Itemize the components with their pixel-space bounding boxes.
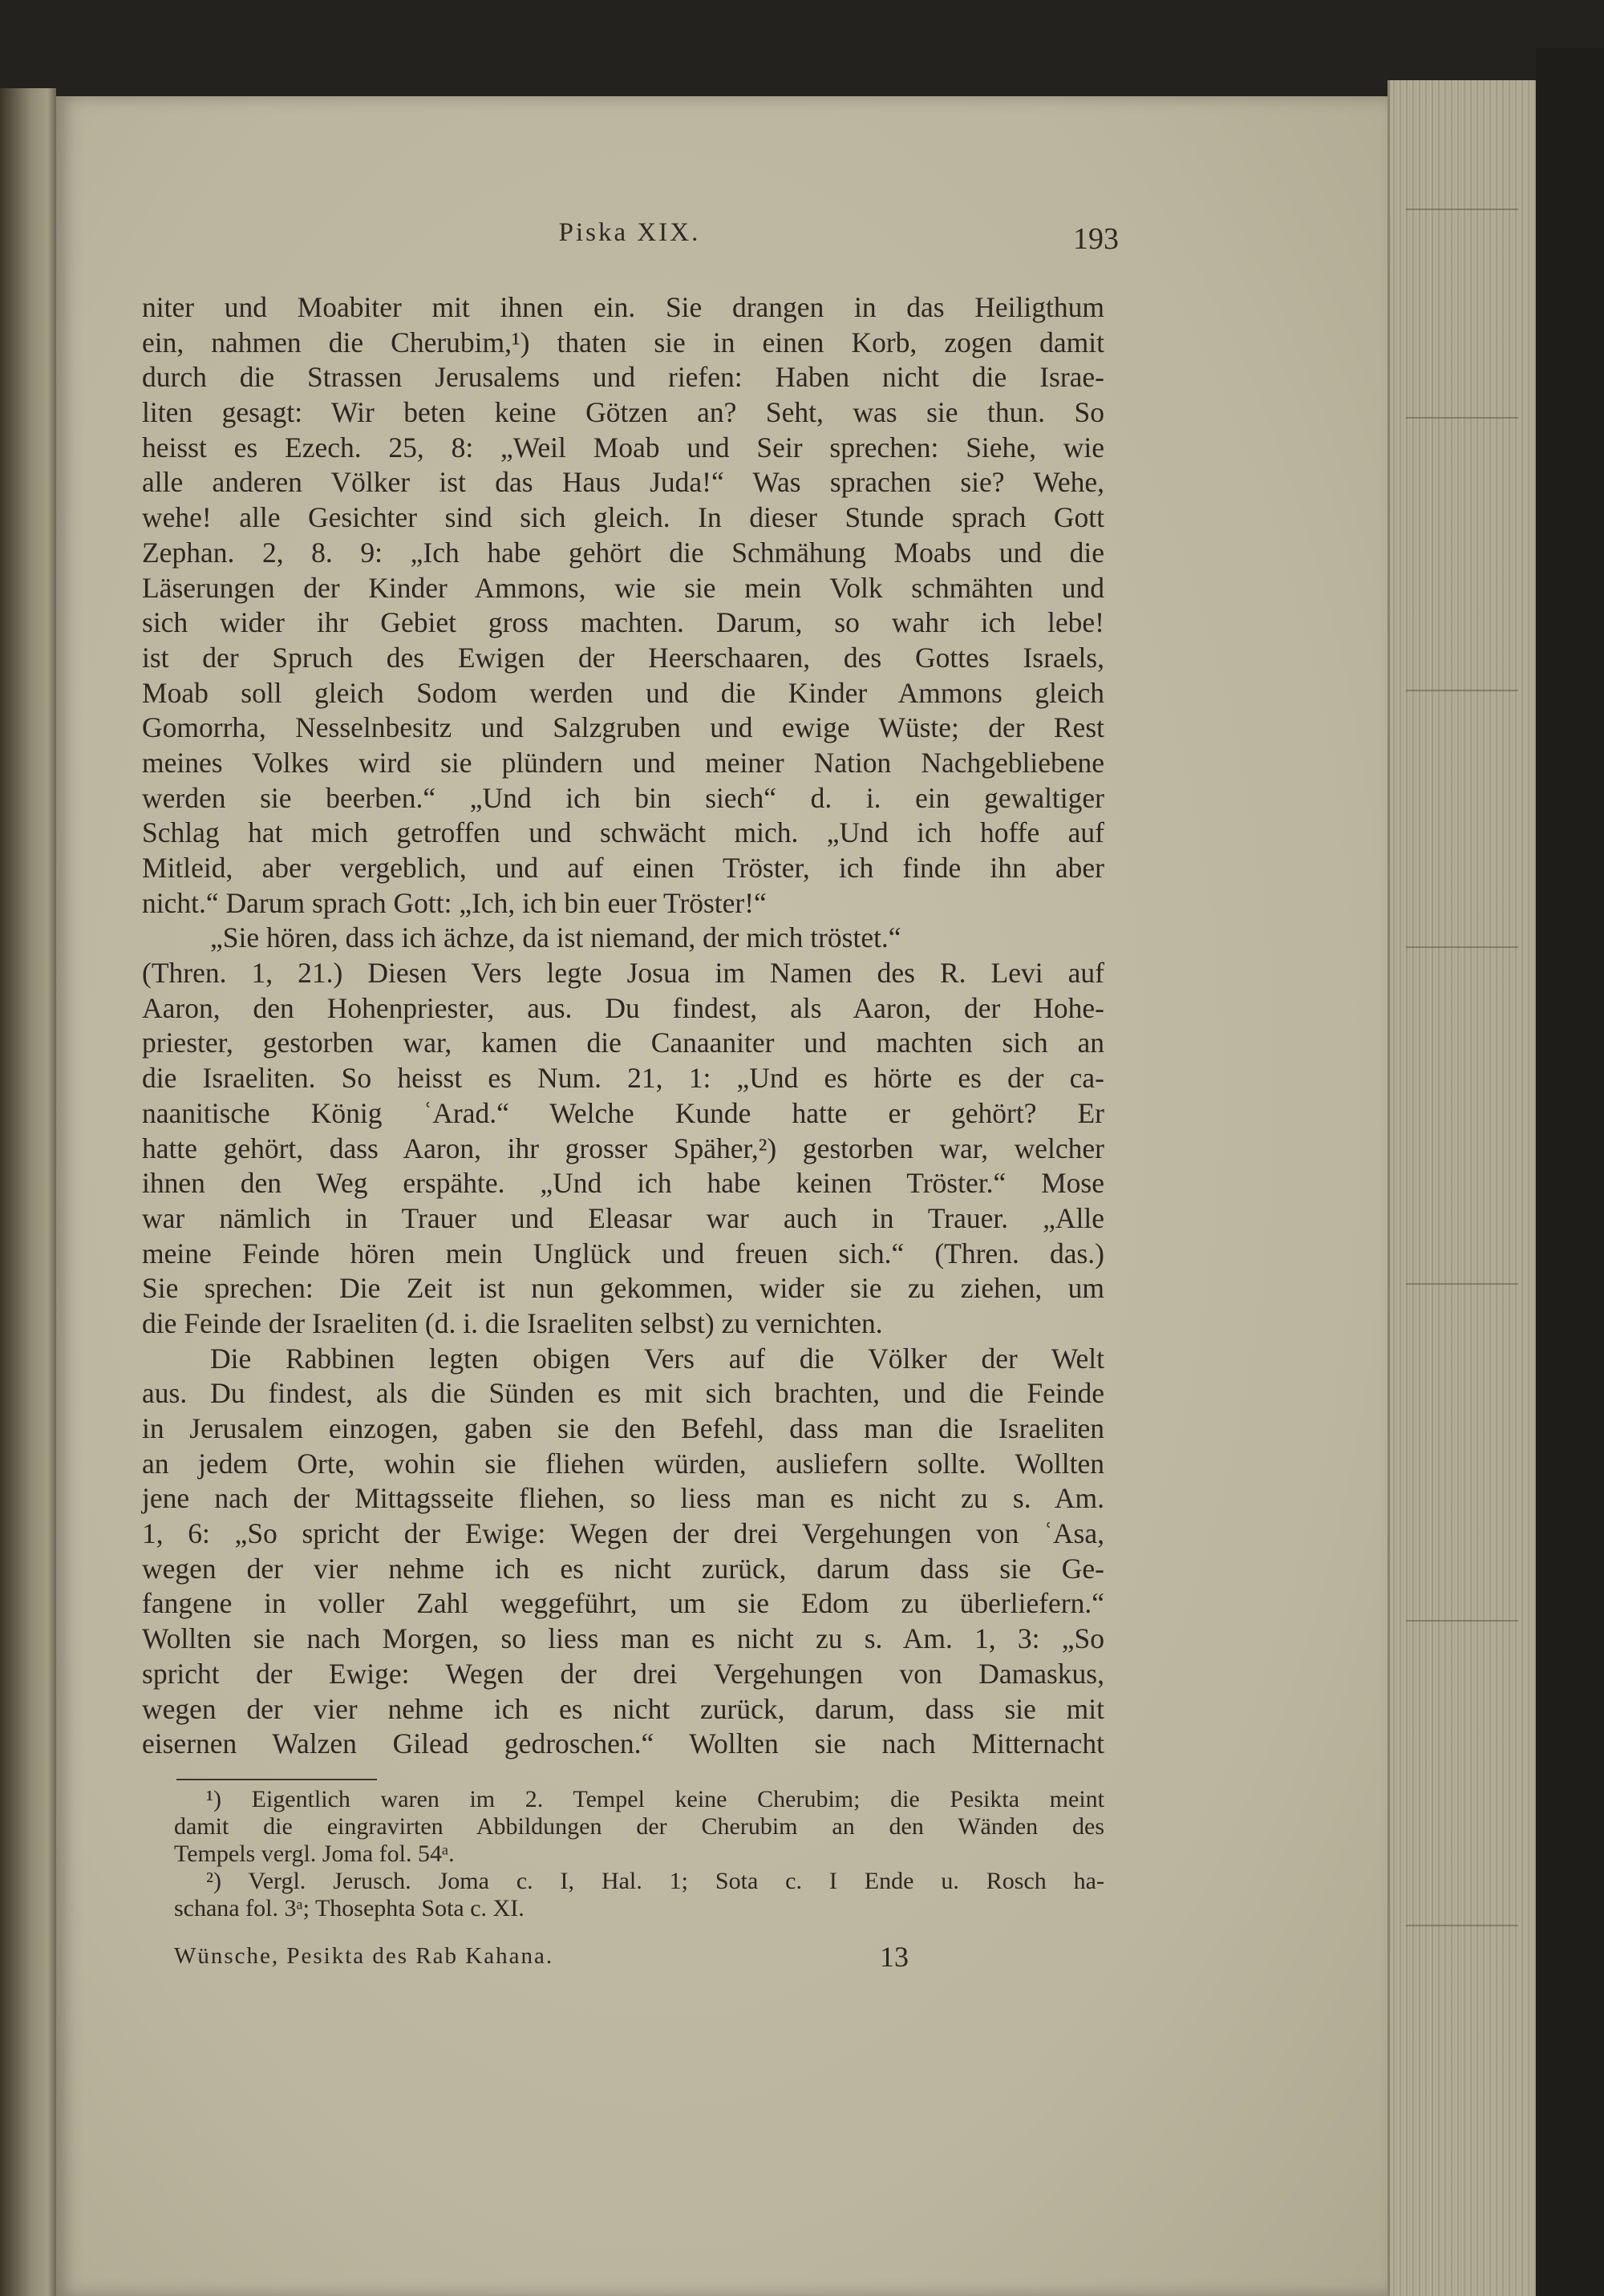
- body-line: spricht der Ewige: Wegen der drei Vergehungen von Damaskus,: [142, 1657, 1104, 1690]
- body-line: niter und Moabiter mit ihnen ein. Sie drangen in das Heiligthum: [142, 291, 1104, 323]
- body-line: Wollten sie nach Morgen, so liess man es nicht zu s. Am. 1, 3: „So: [142, 1622, 1104, 1655]
- body-line: wegen der vier nehme ich es nicht zurück, darum dass sie Ge-: [142, 1552, 1104, 1585]
- footnote-line: damit die eingravirten Abbildungen der Cherubim an den Wänden des: [174, 1813, 1104, 1840]
- footnotes: [174, 1786, 1104, 1922]
- body-line: durch die Strassen Jerusalems und riefen: Haben nicht die Israe-: [142, 361, 1104, 394]
- footnote-line: ²) Vergl. Jerusch. Joma c. I, Hal. 1; Sota c. I Ende u. Rosch ha-: [206, 1868, 1104, 1894]
- body-text: [142, 290, 1104, 1762]
- edge-mark: [1406, 1620, 1518, 1622]
- footnote-line: Tempels vergl. Joma fol. 54ᵃ.: [174, 1840, 455, 1867]
- body-line: eisernen Walzen Gilead gedroschen.“ Wollten sie nach Mitternacht: [142, 1727, 1104, 1760]
- body-line: „Sie hören, dass ich ächze, da ist niemand, der mich tröstet.“: [210, 921, 901, 954]
- body-line: fangene in voller Zahl weggeführt, um sie Edom zu überliefern.“: [142, 1587, 1104, 1620]
- body-line: Moab soll gleich Sodom werden und die Kinder Ammons gleich: [142, 676, 1104, 709]
- body-line: (Thren. 1, 21.) Diesen Vers legte Josua im Namen des R. Levi auf: [142, 957, 1104, 990]
- body-line: meine Feinde hören mein Unglück und freuen sich.“ (Thren. das.): [142, 1237, 1104, 1269]
- body-line: alle anderen Völker ist das Haus Juda!“ Was sprachen sie? Wehe,: [142, 466, 1104, 499]
- body-line: aus. Du findest, als die Sünden es mit sich brachten, und die Feinde: [142, 1377, 1104, 1410]
- body-line: die Feinde der Israeliten (d. i. die Israeliten selbst) zu vernichten.: [142, 1306, 883, 1339]
- body-line: ihnen den Weg erspähte. „Und ich habe keinen Tröster.“ Mose: [142, 1167, 1104, 1200]
- body-line: Sie sprechen: Die Zeit ist nun gekommen, wider sie zu ziehen, um: [142, 1272, 1104, 1305]
- body-line: heisst es Ezech. 25, 8: „Weil Moab und Seir sprechen: Siehe, wie: [142, 431, 1104, 464]
- body-line: Aaron, den Hohenpriester, aus. Du findest, als Aaron, der Hohe-: [142, 991, 1104, 1024]
- body-line: in Jerusalem einzogen, gaben sie den Befehl, dass man die Israeliten: [142, 1412, 1104, 1444]
- signature-line: [174, 1943, 1104, 1975]
- left-page-edge: [0, 88, 56, 2296]
- body-line: Die Rabbinen legten obigen Vers auf die Völker der Welt: [210, 1342, 1104, 1375]
- body-line: Zephan. 2, 8. 9: „Ich habe gehört die Schmähung Moabs und die: [142, 536, 1104, 569]
- body-line: naanitische König ʿArad.“ Welche Kunde hatte er gehört? Er: [142, 1096, 1104, 1129]
- edge-mark: [1406, 209, 1518, 210]
- body-line: priester, gestorben war, kamen die Canaaniter und machten sich an: [142, 1027, 1104, 1059]
- body-line: an jedem Orte, wohin sie fliehen würden, ausliefern sollte. Wollten: [142, 1447, 1104, 1480]
- body-line: die Israeliten. So heisst es Num. 21, 1: „Und es hörte es der ca-: [142, 1062, 1104, 1095]
- edge-mark: [1406, 946, 1518, 948]
- body-line: war nämlich in Trauer und Eleasar war auch in Trauer. „Alle: [142, 1201, 1104, 1234]
- body-line: meines Volkes wird sie plündern und meiner Nation Nachgebliebene: [142, 746, 1104, 779]
- page-edges: [1387, 80, 1538, 2296]
- body-line: Läserungen der Kinder Ammons, wie sie mein Volk schmähten und: [142, 571, 1104, 604]
- body-line: ist der Spruch des Ewigen der Heerschaaren, des Gottes Israels,: [142, 641, 1104, 674]
- footnote-line: schana fol. 3ᵃ; Thosephta Sota c. XI.: [174, 1895, 525, 1921]
- body-line: sich wider ihr Gebiet gross machten. Darum, so wahr ich lebe!: [142, 606, 1104, 639]
- body-line: hatte gehört, dass Aaron, ihr grosser Späher,²) gestorben war, welcher: [142, 1132, 1104, 1164]
- body-line: 1, 6: „So spricht der Ewige: Wegen der drei Vergehungen von ʿAsa,: [142, 1517, 1104, 1550]
- edge-mark: [1406, 1283, 1518, 1285]
- signature-text: Wünsche, Pesikta des Rab Kahana.: [174, 1943, 554, 1969]
- body-line: wehe! alle Gesichter sind sich gleich. In dieser Stunde sprach Gott: [142, 501, 1104, 534]
- body-line: werden sie beerben.“ „Und ich bin siech“ d. i. ein gewaltiger: [142, 781, 1104, 814]
- cover-edge: [1536, 48, 1604, 2296]
- edge-mark: [1406, 1925, 1518, 1926]
- signature-mark: 13: [880, 1941, 909, 1973]
- body-line: nicht.“ Darum sprach Gott: „Ich, ich bin euer Tröster!“: [142, 886, 767, 919]
- page-number: 193: [1073, 222, 1119, 256]
- body-line: Mitleid, aber vergeblich, und auf einen Tröster, ich finde ihn aber: [142, 852, 1104, 884]
- edge-mark: [1406, 417, 1518, 419]
- body-line: Gomorrha, Nesselnbesitz und Salzgruben und ewige Wüste; der Rest: [142, 711, 1104, 744]
- footnote-line: ¹) Eigentlich waren im 2. Tempel keine Cherubim; die Pesikta meint: [206, 1786, 1104, 1812]
- body-line: liten gesagt: Wir beten keine Götzen an? Seht, was sie thun. So: [142, 396, 1104, 429]
- body-line: wegen der vier nehme ich es nicht zurück, darum, dass sie mit: [142, 1692, 1104, 1725]
- edge-mark: [1406, 690, 1518, 691]
- body-line: ein, nahmen die Cherubim,¹) thaten sie in einen Korb, zogen damit: [142, 326, 1104, 358]
- body-line: Schlag hat mich getroffen und schwächt mich. „Und ich hoffe auf: [142, 816, 1104, 849]
- footnote-rule: [176, 1779, 377, 1780]
- running-head: Piska XIX.: [558, 218, 701, 247]
- body-line: jene nach der Mittagsseite fliehen, so liess man es nicht zu s. Am.: [142, 1482, 1104, 1515]
